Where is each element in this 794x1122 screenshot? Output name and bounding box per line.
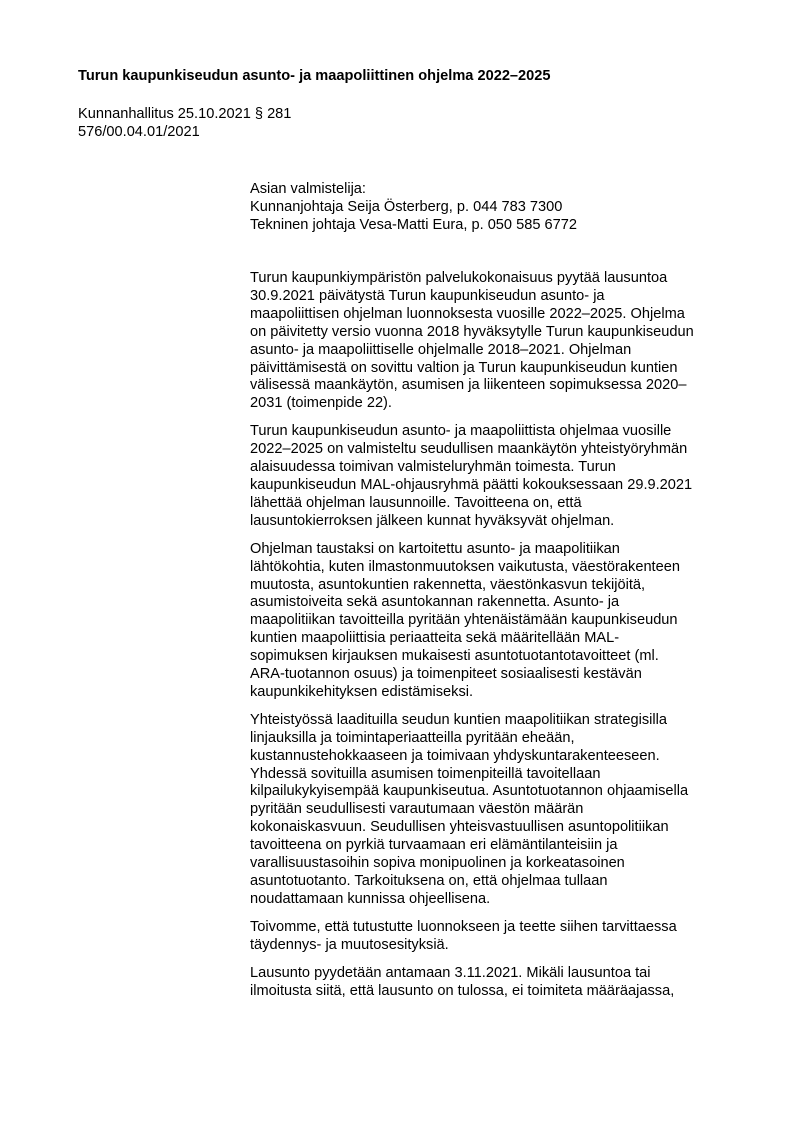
paragraph-line: noudattamaan kunnissa ohjeellisena.	[250, 890, 491, 907]
paragraph-line: muutosta, asuntokuntien rakennetta, väestönkasvun tekijöitä,	[250, 576, 646, 593]
preparer-block	[250, 180, 577, 234]
paragraph-line: asumistoiveita sekä asuntokannan rakennetta. Asunto- ja	[250, 594, 620, 611]
paragraph-line: Ohjelman taustaksi on kartoitettu asunto- ja maapolitiikan	[250, 540, 620, 557]
paragraph-line: Turun kaupunkiympäristön palvelukokonaisuus pyytää lausuntoa	[250, 270, 668, 286]
paragraph-line: Yhdessä sovituilla asumisen toimenpiteillä tavoitellaan	[250, 765, 601, 782]
paragraph-line: kilpailukykyisempää kaupunkiseutua. Asuntotuotannon ohjaamisella	[250, 783, 689, 800]
paragraph-line: päivittämisestä on sovittu valtion ja Turun kaupunkiseudun kuntien	[250, 359, 678, 376]
paragraph-line: täydennys- ja muutosesityksiä.	[250, 936, 449, 953]
paragraph-line: kaupunkikehityksen edistämiseksi.	[250, 683, 474, 700]
paragraph-line: kuntien maapoliittisia periaatteita sekä määritellään MAL-	[250, 630, 620, 647]
preparer-line: Tekninen johtaja Vesa-Matti Eura, p. 050 585 6772	[250, 217, 577, 233]
paragraph-line: kaupunkiseudun MAL-ohjausryhmä päätti kokouksessaan 29.9.2021	[250, 476, 693, 493]
document-title: Turun kaupunkiseudun asunto- ja maapoliittinen ohjelma 2022–2025	[78, 68, 551, 84]
body-text	[250, 270, 740, 1010]
body-paragraph	[250, 919, 740, 955]
paragraph-line: sopimuksen kirjauksen mukaisesti asuntotuotantotavoitteet (ml.	[250, 648, 659, 665]
paragraph-line: pyritään seudullisesti varautumaan väestön määrän	[250, 801, 584, 818]
paragraph-line: lähtökohtia, kuten ilmastonmuutoksen vaikutusta, väestörakenteen	[250, 558, 680, 575]
paragraph-line: Yhteistyössä laadituilla seudun kuntien maapolitiikan strategisilla	[250, 711, 667, 728]
preparer-heading: Asian valmistelija:	[250, 181, 366, 197]
paragraph-line: maapoliittisen ohjelman luonnoksesta vuosille 2022–2025. Ohjelma	[250, 305, 685, 322]
body-paragraph	[250, 541, 740, 702]
paragraph-line: asuntotuotanto. Tarkoituksena on, että ohjelmaa tullaan	[250, 873, 608, 889]
body-paragraph	[250, 423, 740, 530]
paragraph-line: ilmoitusta siitä, että lausunto on tulossa, ei toimiteta määräajassa,	[250, 982, 675, 999]
record-number: 576/00.04.01/2021	[78, 124, 200, 140]
paragraph-line: kustannustehokkaaseen ja toimivaan yhdyskuntarakenteeseen.	[250, 747, 660, 764]
paragraph-line: 30.9.2021 päivätystä Turun kaupunkiseudun asunto- ja	[250, 287, 605, 304]
paragraph-line: 2022–2025 on valmisteltu seudullisen maankäytön yhteistyöryhmän	[250, 441, 688, 458]
paragraph-line: varallisuustasoihin sopiva monipuolinen ja korkeatasoinen	[250, 855, 625, 872]
paragraph-line: ARA-tuotannon osuus) ja toimenpiteet sosiaalisesti kestävän	[250, 666, 642, 683]
paragraph-line: kokonaiskasvuun. Seudullisen yhteisvastuullisen asuntopolitiikan	[250, 819, 669, 836]
meeting-line: Kunnanhallitus 25.10.2021 § 281	[78, 106, 292, 122]
paragraph-line: Lausunto pyydetään antamaan 3.11.2021. Mikäli lausuntoa tai	[250, 964, 651, 981]
paragraph-line: välisessä maankäytön, asumisen ja liikenteen sopimuksessa 2020–	[250, 377, 687, 394]
body-paragraph	[250, 270, 740, 413]
body-paragraph	[250, 712, 740, 909]
paragraph-line: maapolitiikan tavoitteilla pyritään yhtenäistämään kaupunkiseudun	[250, 612, 678, 629]
document-meta	[78, 105, 291, 141]
paragraph-line: Turun kaupunkiseudun asunto- ja maapoliittista ohjelmaa vuosille	[250, 423, 672, 440]
paragraph-line: 2031 (toimenpide 22).	[250, 395, 392, 412]
paragraph-line: linjauksilla ja toimintaperiaatteilla pyritään eheään,	[250, 729, 575, 746]
paragraph-line: on päivitetty versio vuonna 2018 hyväksytylle Turun kaupunkiseudun	[250, 323, 694, 340]
paragraph-line: asunto- ja maapoliittiselle ohjelmalle 2018–2021. Ohjelman	[250, 341, 632, 358]
paragraph-line: lausuntokierroksen jälkeen kunnat hyväksyvät ohjelman.	[250, 512, 615, 529]
paragraph-line: alaisuudessa toimivan valmisteluryhmän toimesta. Turun	[250, 459, 616, 476]
paragraph-line: tavoitteena on pyrkiä turvaamaan eri elämäntilanteisiin ja	[250, 837, 618, 854]
paragraph-line: lähettää ohjelman lausunnoille. Tavoitteena on, että	[250, 494, 582, 511]
body-paragraph	[250, 965, 740, 1001]
preparer-line: Kunnanjohtaja Seija Österberg, p. 044 783 7300	[250, 199, 563, 215]
paragraph-line: Toivomme, että tutustutte luonnokseen ja teette siihen tarvittaessa	[250, 918, 677, 935]
